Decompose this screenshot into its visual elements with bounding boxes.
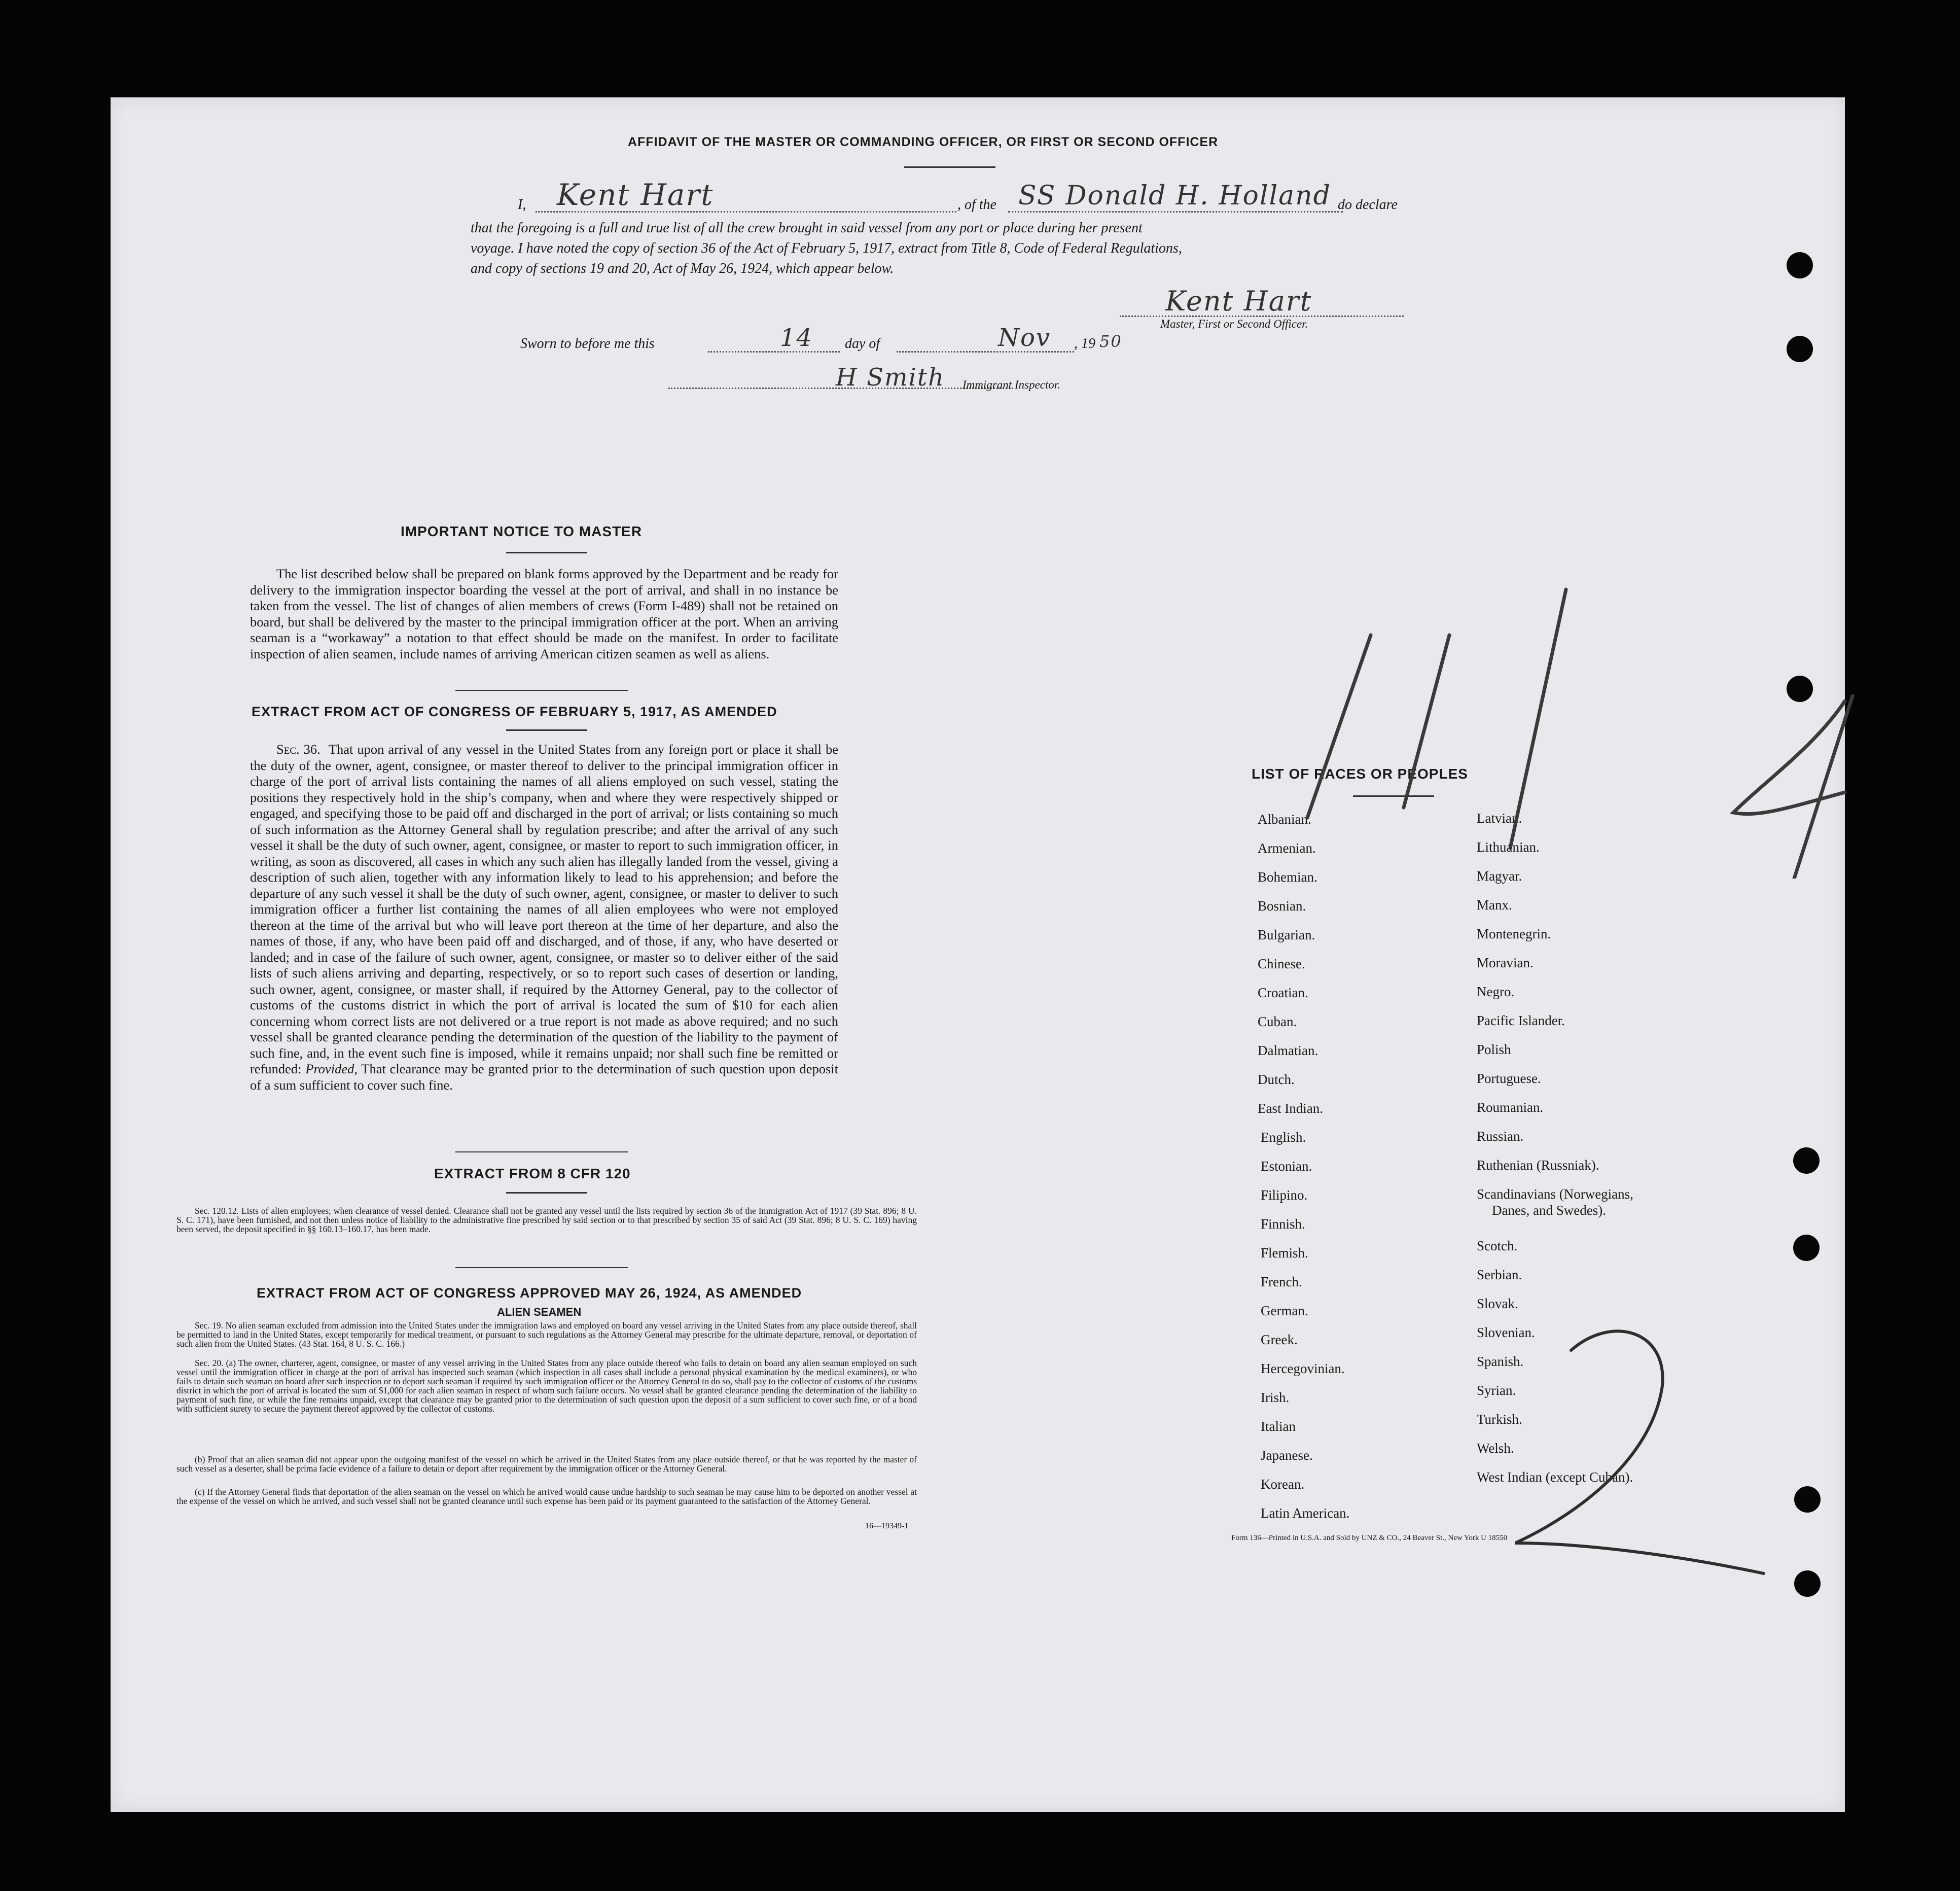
race-item: Russian. (1477, 1129, 1524, 1144)
divider (506, 1192, 587, 1194)
race-item: Danes, and Swedes). (1492, 1203, 1606, 1218)
document-page (111, 97, 1845, 1812)
divider (904, 166, 995, 168)
race-item: Serbian. (1477, 1267, 1522, 1282)
extract-1917-title: EXTRACT FROM ACT OF CONGRESS OF FEBRUARY 5, 1917, AS AMENDED (252, 704, 777, 719)
race-item: Polish (1477, 1042, 1511, 1057)
race-item: Finnish. (1261, 1216, 1305, 1232)
provided-text: That clearance may be granted prior to the determination of such question upon deposit of a sum sufficient to cover such fine. (250, 1061, 839, 1093)
races-title: LIST OF RACES OR PEOPLES (1252, 766, 1468, 782)
race-item: German. (1261, 1303, 1308, 1318)
race-item: Dutch. (1258, 1072, 1295, 1087)
extract-cfr-title: EXTRACT FROM 8 CFR 120 (434, 1166, 631, 1181)
date-scrawl (1252, 483, 1951, 879)
race-item: Croatian. (1258, 985, 1308, 1000)
race-item: Estonian. (1261, 1159, 1312, 1174)
race-item: Moravian. (1477, 955, 1534, 970)
sworn-prefix: Sworn to before me this (520, 336, 655, 352)
divider (455, 1151, 628, 1152)
number-scrawl (1500, 1320, 1784, 1604)
signature-caption: Master, First or Second Officer. (1160, 318, 1308, 330)
inspector-signature: H Smith (836, 363, 945, 392)
name-handwritten: Kent Hart (557, 178, 714, 212)
affidavit-title: AFFIDAVIT OF THE MASTER OR COMMANDING OFFICER, OR FIRST OR SECOND OFFICER (628, 135, 1219, 149)
sworn-year-prefix: , 19 (1074, 336, 1095, 352)
race-item: West Indian (except Cuban). (1477, 1469, 1633, 1485)
race-item: East Indian. (1258, 1101, 1323, 1116)
sec-36-text: That upon arrival of any vessel in the United States from any foreign port or place it shall be the duty of the owner, agent, consignee, or master thereof to deliver to the principal immigration officer in charge of the port of arrival lists containing the names of all aliens employed on such vessel, stating the positions they respectively hold in the ship’s company, when and where they were respectively shipped or engaged, and specifying those to be paid off and discharged in the port of arrival; or lists containing so much of such information as the Attorney General shall by regulation prescribe; and after the arrival of any such vessel it shall be the duty of such owner, agent, consignee, or master to report to such immigration officer, in writing, as soon as discovered, all cases in which any such alien has illegally landed from the vessel, giving a description of such alien, together with any information likely to lead to his apprehension; and before the departure of any such vessel it shall be the duty of such owner, agent, consignee, or master to deliver to such immigration officer a further list containing the names of all alien employees who were not employed thereon at the time of the arrival but who will leave port thereon at the time of her departure, and also the names of those, if any, who have been paid off and discharged, and of those, if any, who have deserted or landed; and in case of the failure of such owner, agent, consignee, or master so to deliver either of the said lists of such aliens arriving and departing, respectively, or so to report such cases of desertion or landing, such owner, agent, consignee, or master shall, if required by the Attorney General, pay to the collector of customs of the customs district in which the port of arrival is located the sum of $10 for each alien concerning whom correct lists are not delivered or a true report is not made as above required; and no such vessel shall be granted clearance pending the determination of the question of the liability to the payment of such fine, and, in the event such fine is imposed, while it remains unpaid; nor shall such fine be remitted or refunded: (250, 742, 838, 1076)
printer-footer: Form 136—Printed in U.S.A. and Sold by UNZ & CO., 24 Beaver St., New York U 18550 (1231, 1534, 1508, 1542)
race-item: Filipino. (1261, 1187, 1308, 1203)
race-item: Negro. (1477, 984, 1515, 999)
race-item: Flemish. (1261, 1245, 1308, 1260)
race-item: Dalmatian. (1258, 1043, 1318, 1058)
race-item: Turkish. (1477, 1412, 1522, 1427)
race-item: Bosnian. (1258, 898, 1306, 914)
affidavit-body-2: voyage. I have noted the copy of section 36 of the Act of February 5, 1917, extract from Title 8, Code of Federal Regulations, (471, 240, 1182, 256)
race-item: Syrian. (1477, 1383, 1516, 1398)
race-item: Lithuanian. (1477, 839, 1540, 855)
race-item: Irish. (1261, 1390, 1290, 1405)
extract-1924-title: EXTRACT FROM ACT OF CONGRESS APPROVED MAY 26, 1924, AS AMENDED (257, 1285, 802, 1301)
race-item: Magyar. (1477, 868, 1522, 884)
punch-hole (1794, 1570, 1821, 1597)
notice-body: The list described below shall be prepared on blank forms approved by the Department and be ready for delivery to the immigration inspector boarding the vessel at the port of arrival, and shall in no instance be taken from the vessel. The list of changes of alien members of crews (Form I-489) shall not be retained on board, but shall be delivered by the master to the principal immigration officer at the port. When an arriving seaman is a “workaway” a notation to that effect should be made on the manifest. In order to facilitate inspection of alien seamen, include names of arriving American citizen seamen as well as aliens. (250, 566, 838, 661)
race-item: English. (1261, 1130, 1306, 1145)
punch-hole (1787, 336, 1813, 362)
divider (506, 552, 587, 553)
divider (506, 729, 587, 731)
race-item: Slovenian. (1477, 1325, 1535, 1340)
punch-hole (1793, 1235, 1820, 1261)
punch-hole (1787, 252, 1813, 278)
affidavit-body-1: that the foregoing is a full and true list of all the crew brought in said vessel from any port or place during her present (471, 220, 1143, 236)
race-item: Chinese. (1258, 956, 1305, 971)
punch-hole (1787, 676, 1813, 702)
sworn-month: Nov (998, 324, 1051, 352)
divider (455, 690, 628, 691)
punch-hole (1794, 1486, 1821, 1513)
extract-1924-subtitle: ALIEN SEAMEN (497, 1306, 582, 1318)
race-item: Armenian. (1258, 841, 1316, 856)
sec-36-label: Sec. 36. (276, 742, 320, 757)
race-item: Cuban. (1258, 1014, 1297, 1029)
extract-1924-sec20b: (b) Proof that an alien seaman did not appear upon the outgoing manifest of the vessel on which he arrived in the United States from any place outside thereof, or that he was reported by the master of such vessel as a deserter, shall be prima facie evidence of a failure to detain or deport after requirement by the immigration officer or the Attorney General. (176, 1454, 917, 1474)
extract-1917-body (250, 742, 838, 1093)
race-item: Bulgarian. (1258, 927, 1315, 942)
race-item: Manx. (1477, 897, 1512, 913)
sworn-year: 50 (1099, 332, 1122, 351)
race-item: Slovak. (1477, 1296, 1518, 1311)
race-item: Pacific Islander. (1477, 1013, 1565, 1028)
extract-1924-sec20c: (c) If the Attorney General finds that deportation of the alien seaman on the vessel on which he arrived would cause undue hardship to such seaman he may cause him to be deported on another vessel at the expense of the vessel on which he arrived, and such vessel shall not be granted clearance until such expense has been paid or its payment guaranteed to the satisfaction of the Attorney General. (176, 1487, 917, 1506)
vessel-handwritten: SS Donald H. Holland (1018, 181, 1331, 211)
sworn-day-of: day of (845, 336, 880, 352)
notice-title: IMPORTANT NOTICE TO MASTER (401, 523, 643, 539)
race-item: French. (1261, 1274, 1302, 1289)
race-item: Japanese. (1261, 1448, 1313, 1463)
race-item: Albanian. (1258, 812, 1311, 827)
race-item: Latin American. (1261, 1505, 1350, 1521)
race-item: Italian (1261, 1419, 1296, 1434)
extract-cfr-body: Sec. 120.12. Lists of alien employees; when clearance of vessel denied. Clearance shall not be granted any vessel until the lists required by section 36 of the Immigration Act of 1917 (39 Stat. 896; 8 U. S. C. 171), have been furnished, and not then unless notice of liability to the administrative fine prescribed by said section or to that prescribed by section 35 of said Act (39 Stat. 896; 8 U. S. C. 169) having been served, the deposit specified in §§ 160.13–160.17, has been made. (176, 1206, 917, 1234)
race-item: Scandinavians (Norwegians, (1477, 1186, 1633, 1202)
divider (455, 1267, 628, 1268)
of-the-label: , of the (957, 197, 996, 213)
vessel-line (1008, 211, 1343, 213)
race-item: Welsh. (1477, 1441, 1514, 1456)
inspector-caption: Immigrant Inspector. (963, 378, 1060, 391)
provided-label: Provided, (305, 1061, 358, 1076)
extract-1924-sec19: Sec. 19. No alien seaman excluded from admission into the United States under the immigration laws and employed on board any vessel arriving in the United States from any place outside thereof, shall be permitted to land in the United States, except temporarily for medical treatment, or pursuant to such regulations as the Attorney General may prescribe for the ultimate departure, removal, or deportation of such alien from the United States. (43 Stat. 164, 8 U. S. C. 166.) (176, 1320, 917, 1349)
extract-1924-sec20a: Sec. 20. (a) The owner, charterer, agent, consignee, or master of any vessel arriving in the United States from any place outside thereof who fails to detain on board any alien seaman employed on such vessel until the immigration officer in charge at the port of arrival has inspected such seaman (which inspection in all cases shall include a personal physical examination by the medical examiners), or who fails to detain such seaman on board after such inspection or to deport such seaman if required by such immigration officer or the Attorney General to do so, shall pay to the collector of customs of the customs district in which the port of arrival is located the sum of $1,000 for each alien seaman in respect of whom such failure occurs. No vessel shall be granted clearance pending the determination of the liability to payment of such fine, or while the fine remains unpaid, except that clearance may be granted prior to the determination of such question upon the deposit of a sum sufficient to cover such fine, or of a bond with sufficient surety to secure the payment thereof approved by the collector of customs. (176, 1358, 917, 1414)
sworn-day: 14 (780, 324, 813, 352)
punch-hole (1793, 1147, 1820, 1174)
sworn-day-line (708, 351, 840, 353)
race-item: Montenegrin. (1477, 926, 1551, 941)
race-item: Korean. (1261, 1477, 1305, 1492)
race-item: Latvian. (1477, 811, 1522, 826)
affidavit-body-3: and copy of sections 19 and 20, Act of May 26, 1924, which appear below. (471, 261, 894, 276)
race-item: Roumanian. (1477, 1100, 1544, 1115)
declare-label: do declare (1338, 197, 1398, 213)
race-item: Portuguese. (1477, 1071, 1541, 1086)
form-number: 16—19349-1 (865, 1522, 909, 1530)
race-item: Scotch. (1477, 1238, 1518, 1253)
master-signature: Kent Hart (1165, 285, 1312, 317)
affidavit-lead: I, (518, 197, 526, 213)
race-item: Spanish. (1477, 1354, 1524, 1369)
race-item: Hercegovinian. (1261, 1361, 1345, 1376)
race-item: Ruthenian (Russniak). (1477, 1158, 1599, 1173)
race-item: Greek. (1261, 1332, 1298, 1347)
race-item: Bohemian. (1258, 869, 1317, 885)
